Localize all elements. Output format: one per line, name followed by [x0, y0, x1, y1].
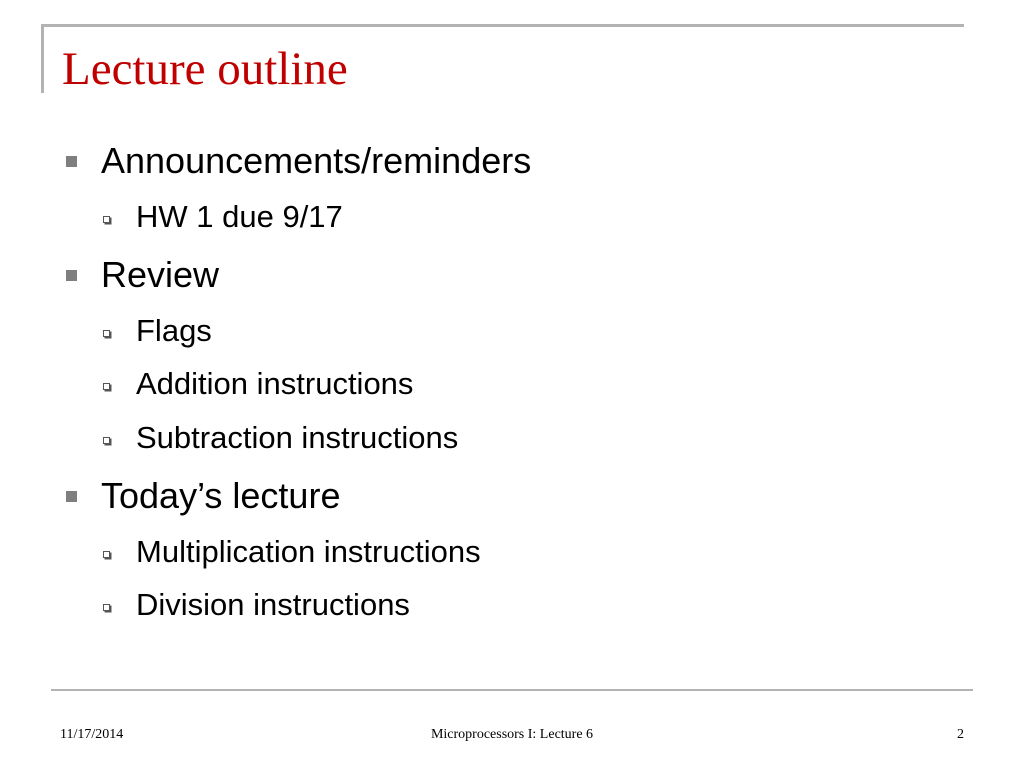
- title-frame-top-rule: [41, 24, 964, 27]
- outline-subitem: [103, 420, 458, 456]
- outline-subitem-label: HW 1 due 9/17: [136, 199, 343, 234]
- outline-item-label: Announcements/reminders: [101, 140, 532, 181]
- slide-title: Lecture outline: [62, 43, 348, 95]
- outline-subitem-label: Subtraction instructions: [136, 420, 459, 455]
- outline-subitem-label: Flags: [136, 313, 212, 348]
- title-frame-left-rule: [41, 24, 44, 93]
- filled-square-bullet-icon: [66, 491, 77, 502]
- outline-item-todays-lecture: [66, 474, 340, 518]
- hollow-square-bullet-icon: [103, 383, 110, 390]
- filled-square-bullet-icon: [66, 270, 77, 281]
- outline-subitem: [103, 534, 481, 570]
- hollow-square-bullet-icon: [103, 604, 110, 611]
- hollow-square-bullet-icon: [103, 216, 110, 223]
- footer-course-title: Microprocessors I: Lecture 6: [430, 727, 594, 742]
- outline-subitem: [103, 313, 212, 349]
- outline-item-review: [66, 253, 219, 297]
- outline-item-label: Review: [101, 254, 220, 295]
- outline-subitem: [103, 587, 410, 623]
- outline-subitem: [103, 366, 413, 402]
- outline-item-label: Today’s lecture: [101, 475, 341, 516]
- footer-date: 11/17/2014: [60, 727, 124, 742]
- outline-subitem-label: Addition instructions: [136, 366, 414, 401]
- outline-subitem-label: Division instructions: [136, 587, 410, 622]
- filled-square-bullet-icon: [66, 156, 77, 167]
- hollow-square-bullet-icon: [103, 551, 110, 558]
- hollow-square-bullet-icon: [103, 330, 110, 337]
- outline-subitem: [103, 199, 343, 235]
- footer-page-number: 2: [957, 727, 964, 742]
- outline-item-announcements: [66, 139, 531, 183]
- outline-subitem-label: Multiplication instructions: [136, 534, 481, 569]
- hollow-square-bullet-icon: [103, 437, 110, 444]
- footer-divider: [51, 689, 973, 691]
